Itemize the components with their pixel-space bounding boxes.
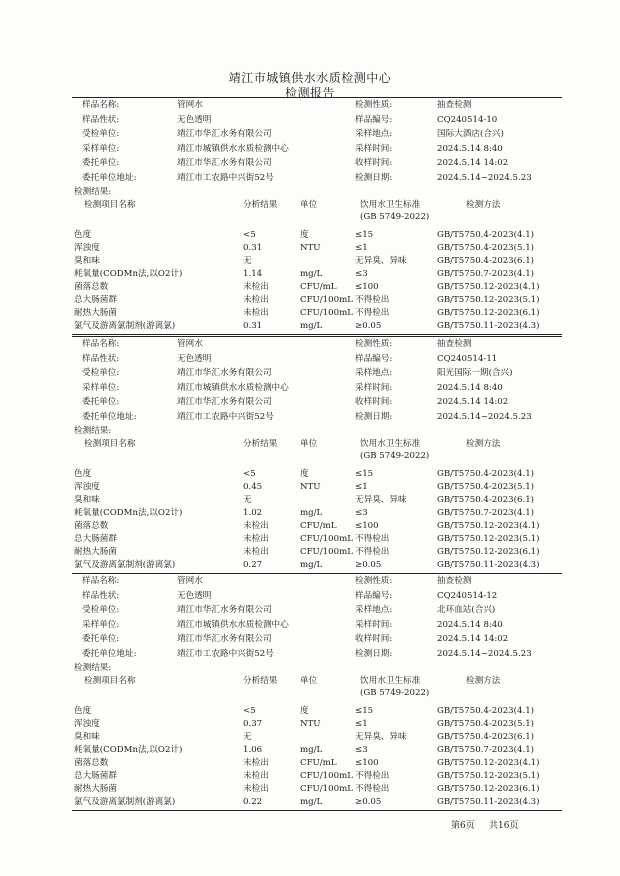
row-standard: 不得检出 xyxy=(355,547,390,557)
row-result: 无 xyxy=(243,256,252,266)
row-unit: CFU/100mL xyxy=(300,295,353,305)
row-result: <5 xyxy=(243,706,256,716)
col-header-result: 分析结果 xyxy=(243,439,278,449)
section-bottom-rule xyxy=(72,334,562,335)
receive-time-value: 2024.5.14 14:02 xyxy=(437,158,509,168)
row-unit: mg/L xyxy=(300,508,323,518)
row-method: GB/T5750.4-2023(5.1) xyxy=(437,482,535,492)
row-item: 耐热大肠菌 xyxy=(74,547,117,557)
row-standard: ≥0.05 xyxy=(355,560,382,570)
row-unit: mg/L xyxy=(300,560,323,570)
row-standard: 不得检出 xyxy=(355,295,390,305)
row-item: 氯气及游离氯制剂(游离氯) xyxy=(74,797,176,807)
sample-number-value: CQ240514-12 xyxy=(437,590,498,601)
row-item: 耗氧量(CODMn法,以O2计) xyxy=(74,745,183,755)
row-item: 色度 xyxy=(74,706,92,716)
col-header-standard-code: (GB 5749-2022) xyxy=(360,212,430,222)
sample-number-label: 样品编号: xyxy=(355,114,393,125)
sample-location-label: 采样地点: xyxy=(355,368,393,378)
col-header-unit: 单位 xyxy=(300,439,318,449)
sample-time-label: 采样时间: xyxy=(355,619,393,630)
entrusting-unit-value: 靖江市华汇水务有限公司 xyxy=(177,158,272,168)
row-standard: 无异臭、异味 xyxy=(355,732,407,742)
row-standard: 不得检出 xyxy=(355,771,390,781)
row-item: 菌落总数 xyxy=(74,282,109,292)
row-result: 1.06 xyxy=(243,745,263,755)
sampling-unit-value: 靖江市城镇供水水质检测中心 xyxy=(177,619,289,630)
col-header-standard: 饮用水卫生标准 xyxy=(360,200,421,210)
row-standard: ≤1 xyxy=(355,243,368,253)
sample-time-value: 2024.5.14 8:40 xyxy=(437,382,503,393)
row-unit: CFU/100mL xyxy=(300,308,353,318)
sampling-unit-label: 采样单位: xyxy=(82,619,120,630)
row-unit: mg/L xyxy=(300,797,323,807)
row-method: GB/T5750.12-2023(5.1) xyxy=(437,295,540,305)
sample-number-value: CQ240514-11 xyxy=(437,353,498,364)
col-header-result: 分析结果 xyxy=(243,676,278,686)
sample-name-label: 样品名称: xyxy=(82,339,120,349)
sample-state-label: 样品性状: xyxy=(82,353,120,364)
entrusting-address-value: 靖江市工农路中兴街52号 xyxy=(177,172,274,183)
row-result: 未检出 xyxy=(243,758,269,768)
row-method: GB/T5750.4-2023(4.1) xyxy=(437,469,535,479)
col-header-standard-code: (GB 5749-2022) xyxy=(360,688,430,698)
sample-location-label: 采样地点: xyxy=(355,129,393,139)
entrusting-unit-label: 委托单位: xyxy=(82,158,120,168)
row-unit: NTU xyxy=(300,243,321,253)
row-standard: ≤100 xyxy=(355,521,379,531)
row-item: 菌落总数 xyxy=(74,758,109,768)
entrusting-address-value: 靖江市工农路中兴街52号 xyxy=(177,411,274,422)
section-bottom-rule xyxy=(72,810,562,811)
row-unit: CFU/100mL xyxy=(300,784,353,794)
col-header-method: 检测方法 xyxy=(466,200,501,210)
section-top-rule xyxy=(72,336,562,337)
page-total: 共16页 xyxy=(489,821,519,831)
row-method: GB/T5750.12-2023(5.1) xyxy=(437,771,540,781)
col-header-result: 分析结果 xyxy=(243,200,278,210)
row-result: 0.27 xyxy=(243,560,263,570)
page-number: 第6页 xyxy=(451,821,475,831)
test-nature-value: 抽查检测 xyxy=(437,339,472,349)
col-header-method: 检测方法 xyxy=(466,439,501,449)
client-unit-value: 靖江市华汇水务有限公司 xyxy=(177,368,272,378)
sample-name-value: 管网水 xyxy=(177,100,203,110)
sample-state-value: 无色透明 xyxy=(177,590,212,601)
entrusting-unit-label: 委托单位: xyxy=(82,634,120,644)
entrusting-address-label: 委托单位地址: xyxy=(82,411,137,422)
row-standard: ≤3 xyxy=(355,269,368,279)
receive-time-label: 收样时间: xyxy=(355,158,393,168)
row-method: GB/T5750.11-2023(4.3) xyxy=(437,321,540,331)
row-method: GB/T5750.11-2023(4.3) xyxy=(437,797,540,807)
col-header-method: 检测方法 xyxy=(466,676,501,686)
results-heading: 检测结果: xyxy=(74,187,112,197)
row-unit: CFU/mL xyxy=(300,521,337,531)
sample-location-value: 阳光国际一期(合兴) xyxy=(437,368,513,378)
receive-time-value: 2024.5.14 14:02 xyxy=(437,397,509,407)
test-date-label: 检测日期: xyxy=(355,648,393,659)
row-item: 浑浊度 xyxy=(74,243,100,253)
row-standard: ≤1 xyxy=(355,719,368,729)
sample-location-value: 北环血站(合兴) xyxy=(437,605,496,615)
entrusting-address-label: 委托单位地址: xyxy=(82,172,137,183)
sampling-unit-value: 靖江市城镇供水水质检测中心 xyxy=(177,382,289,393)
row-method: GB/T5750.4-2023(5.1) xyxy=(437,719,535,729)
row-unit: CFU/100mL xyxy=(300,547,353,557)
row-item: 菌落总数 xyxy=(74,521,109,531)
row-result: <5 xyxy=(243,469,256,479)
test-date-value: 2024.5.14~2024.5.23 xyxy=(437,648,532,659)
row-item: 总大肠菌群 xyxy=(74,534,117,544)
row-unit: 度 xyxy=(300,706,309,716)
row-unit: CFU/100mL xyxy=(300,534,353,544)
sample-name-value: 管网水 xyxy=(177,576,203,586)
row-result: 无 xyxy=(243,495,252,505)
row-method: GB/T5750.12-2023(6.1) xyxy=(437,547,540,557)
row-standard: ≤100 xyxy=(355,282,379,292)
col-header-item: 检测项目名称 xyxy=(84,200,136,210)
client-unit-label: 受检单位: xyxy=(82,605,120,615)
sample-state-label: 样品性状: xyxy=(82,590,120,601)
row-item: 耗氧量(CODMn法,以O2计) xyxy=(74,508,183,518)
row-standard: ≥0.05 xyxy=(355,321,382,331)
org-title: 靖江市城镇供水水质检测中心 xyxy=(228,71,392,85)
client-unit-label: 受检单位: xyxy=(82,129,120,139)
report-title: 检测报告 xyxy=(284,86,335,100)
sample-name-label: 样品名称: xyxy=(82,576,120,586)
sample-state-value: 无色透明 xyxy=(177,114,212,125)
row-result: 未检出 xyxy=(243,295,269,305)
sample-name-value: 管网水 xyxy=(177,339,203,349)
entrusting-address-label: 委托单位地址: xyxy=(82,648,137,659)
row-method: GB/T5750.7-2023(4.1) xyxy=(437,269,535,279)
row-method: GB/T5750.12-2023(4.1) xyxy=(437,282,540,292)
row-item: 耐热大肠菌 xyxy=(74,784,117,794)
col-header-unit: 单位 xyxy=(300,200,318,210)
row-item: 耐热大肠菌 xyxy=(74,308,117,318)
sample-state-value: 无色透明 xyxy=(177,353,212,364)
client-unit-value: 靖江市华汇水务有限公司 xyxy=(177,129,272,139)
row-method: GB/T5750.4-2023(6.1) xyxy=(437,732,535,742)
row-standard: 无异臭、异味 xyxy=(355,495,407,505)
test-nature-label: 检测性质: xyxy=(355,339,393,349)
test-nature-label: 检测性质: xyxy=(355,576,393,586)
col-header-standard: 饮用水卫生标准 xyxy=(360,676,421,686)
row-method: GB/T5750.4-2023(4.1) xyxy=(437,230,535,240)
row-item: 臭和味 xyxy=(74,732,100,742)
row-method: GB/T5750.4-2023(5.1) xyxy=(437,243,535,253)
col-header-item: 检测项目名称 xyxy=(84,439,136,449)
row-item: 耗氧量(CODMn法,以O2计) xyxy=(74,269,183,279)
row-item: 氯气及游离氯制剂(游离氯) xyxy=(74,321,176,331)
row-item: 色度 xyxy=(74,230,92,240)
row-result: 未检出 xyxy=(243,282,269,292)
entrusting-unit-value: 靖江市华汇水务有限公司 xyxy=(177,397,272,407)
row-method: GB/T5750.4-2023(6.1) xyxy=(437,495,535,505)
row-unit: 度 xyxy=(300,469,309,479)
row-method: GB/T5750.12-2023(4.1) xyxy=(437,758,540,768)
test-date-label: 检测日期: xyxy=(355,172,393,183)
row-method: GB/T5750.11-2023(4.3) xyxy=(437,560,540,570)
row-standard: ≤15 xyxy=(355,230,374,240)
row-standard: ≤15 xyxy=(355,469,374,479)
test-nature-label: 检测性质: xyxy=(355,100,393,110)
sample-location-label: 采样地点: xyxy=(355,605,393,615)
row-result: 未检出 xyxy=(243,771,269,781)
col-header-item: 检测项目名称 xyxy=(84,676,136,686)
sampling-unit-label: 采样单位: xyxy=(82,382,120,393)
row-method: GB/T5750.7-2023(4.1) xyxy=(437,745,535,755)
section-top-rule xyxy=(72,573,562,574)
row-method: GB/T5750.12-2023(4.1) xyxy=(437,521,540,531)
sample-time-value: 2024.5.14 8:40 xyxy=(437,143,503,154)
row-standard: 不得检出 xyxy=(355,784,390,794)
row-method: GB/T5750.4-2023(6.1) xyxy=(437,256,535,266)
col-header-standard-code: (GB 5749-2022) xyxy=(360,451,430,461)
row-unit: NTU xyxy=(300,719,321,729)
row-unit: mg/L xyxy=(300,321,323,331)
col-header-standard: 饮用水卫生标准 xyxy=(360,439,421,449)
row-item: 总大肠菌群 xyxy=(74,771,117,781)
row-unit: NTU xyxy=(300,482,321,492)
row-result: 未检出 xyxy=(243,308,269,318)
row-item: 色度 xyxy=(74,469,92,479)
row-result: 0.37 xyxy=(243,719,263,729)
row-result: <5 xyxy=(243,230,256,240)
sample-name-label: 样品名称: xyxy=(82,100,120,110)
sample-location-value: 国际大酒店(合兴) xyxy=(437,129,504,139)
test-date-value: 2024.5.14~2024.5.23 xyxy=(437,172,532,183)
results-heading: 检测结果: xyxy=(74,663,112,673)
row-unit: CFU/mL xyxy=(300,282,337,292)
sample-state-label: 样品性状: xyxy=(82,114,120,125)
row-result: 未检出 xyxy=(243,521,269,531)
sample-number-label: 样品编号: xyxy=(355,590,393,601)
results-heading: 检测结果: xyxy=(74,426,112,436)
row-result: 0.22 xyxy=(243,797,263,807)
entrusting-unit-value: 靖江市华汇水务有限公司 xyxy=(177,634,272,644)
row-result: 未检出 xyxy=(243,547,269,557)
receive-time-label: 收样时间: xyxy=(355,634,393,644)
row-item: 氯气及游离氯制剂(游离氯) xyxy=(74,560,176,570)
sampling-unit-label: 采样单位: xyxy=(82,143,120,154)
receive-time-value: 2024.5.14 14:02 xyxy=(437,634,509,644)
row-item: 臭和味 xyxy=(74,256,100,266)
row-unit: CFU/mL xyxy=(300,758,337,768)
row-standard: ≥0.05 xyxy=(355,797,382,807)
row-unit: CFU/100mL xyxy=(300,771,353,781)
row-method: GB/T5750.4-2023(4.1) xyxy=(437,706,535,716)
row-method: GB/T5750.12-2023(6.1) xyxy=(437,308,540,318)
row-result: 未检出 xyxy=(243,784,269,794)
client-unit-value: 靖江市华汇水务有限公司 xyxy=(177,605,272,615)
test-nature-value: 抽查检测 xyxy=(437,100,472,110)
row-standard: ≤15 xyxy=(355,706,374,716)
row-standard: ≤100 xyxy=(355,758,379,768)
receive-time-label: 收样时间: xyxy=(355,397,393,407)
row-unit: mg/L xyxy=(300,269,323,279)
row-method: GB/T5750.12-2023(5.1) xyxy=(437,534,540,544)
sample-time-value: 2024.5.14 8:40 xyxy=(437,619,503,630)
row-standard: ≤3 xyxy=(355,508,368,518)
col-header-unit: 单位 xyxy=(300,676,318,686)
sampling-unit-value: 靖江市城镇供水水质检测中心 xyxy=(177,143,289,154)
entrusting-unit-label: 委托单位: xyxy=(82,397,120,407)
sample-number-label: 样品编号: xyxy=(355,353,393,364)
sample-time-label: 采样时间: xyxy=(355,382,393,393)
row-method: GB/T5750.12-2023(6.1) xyxy=(437,784,540,794)
row-standard: 不得检出 xyxy=(355,534,390,544)
row-standard: ≤3 xyxy=(355,745,368,755)
row-result: 0.45 xyxy=(243,482,263,492)
row-standard: 无异臭、异味 xyxy=(355,256,407,266)
test-nature-value: 抽查检测 xyxy=(437,576,472,586)
test-date-label: 检测日期: xyxy=(355,411,393,422)
row-unit: mg/L xyxy=(300,745,323,755)
row-unit: 度 xyxy=(300,230,309,240)
row-result: 无 xyxy=(243,732,252,742)
sample-number-value: CQ240514-10 xyxy=(437,114,498,125)
row-item: 浑浊度 xyxy=(74,482,100,492)
client-unit-label: 受检单位: xyxy=(82,368,120,378)
row-result: 1.02 xyxy=(243,508,263,518)
row-result: 1.14 xyxy=(243,269,263,279)
row-result: 0.31 xyxy=(243,321,263,331)
row-standard: 不得检出 xyxy=(355,308,390,318)
row-result: 未检出 xyxy=(243,534,269,544)
sample-time-label: 采样时间: xyxy=(355,143,393,154)
entrusting-address-value: 靖江市工农路中兴街52号 xyxy=(177,648,274,659)
section-top-rule xyxy=(72,97,562,98)
row-result: 0.31 xyxy=(243,243,263,253)
row-method: GB/T5750.7-2023(4.1) xyxy=(437,508,535,518)
row-item: 浑浊度 xyxy=(74,719,100,729)
row-item: 总大肠菌群 xyxy=(74,295,117,305)
row-item: 臭和味 xyxy=(74,495,100,505)
row-standard: ≤1 xyxy=(355,482,368,492)
test-date-value: 2024.5.14~2024.5.23 xyxy=(437,411,532,422)
